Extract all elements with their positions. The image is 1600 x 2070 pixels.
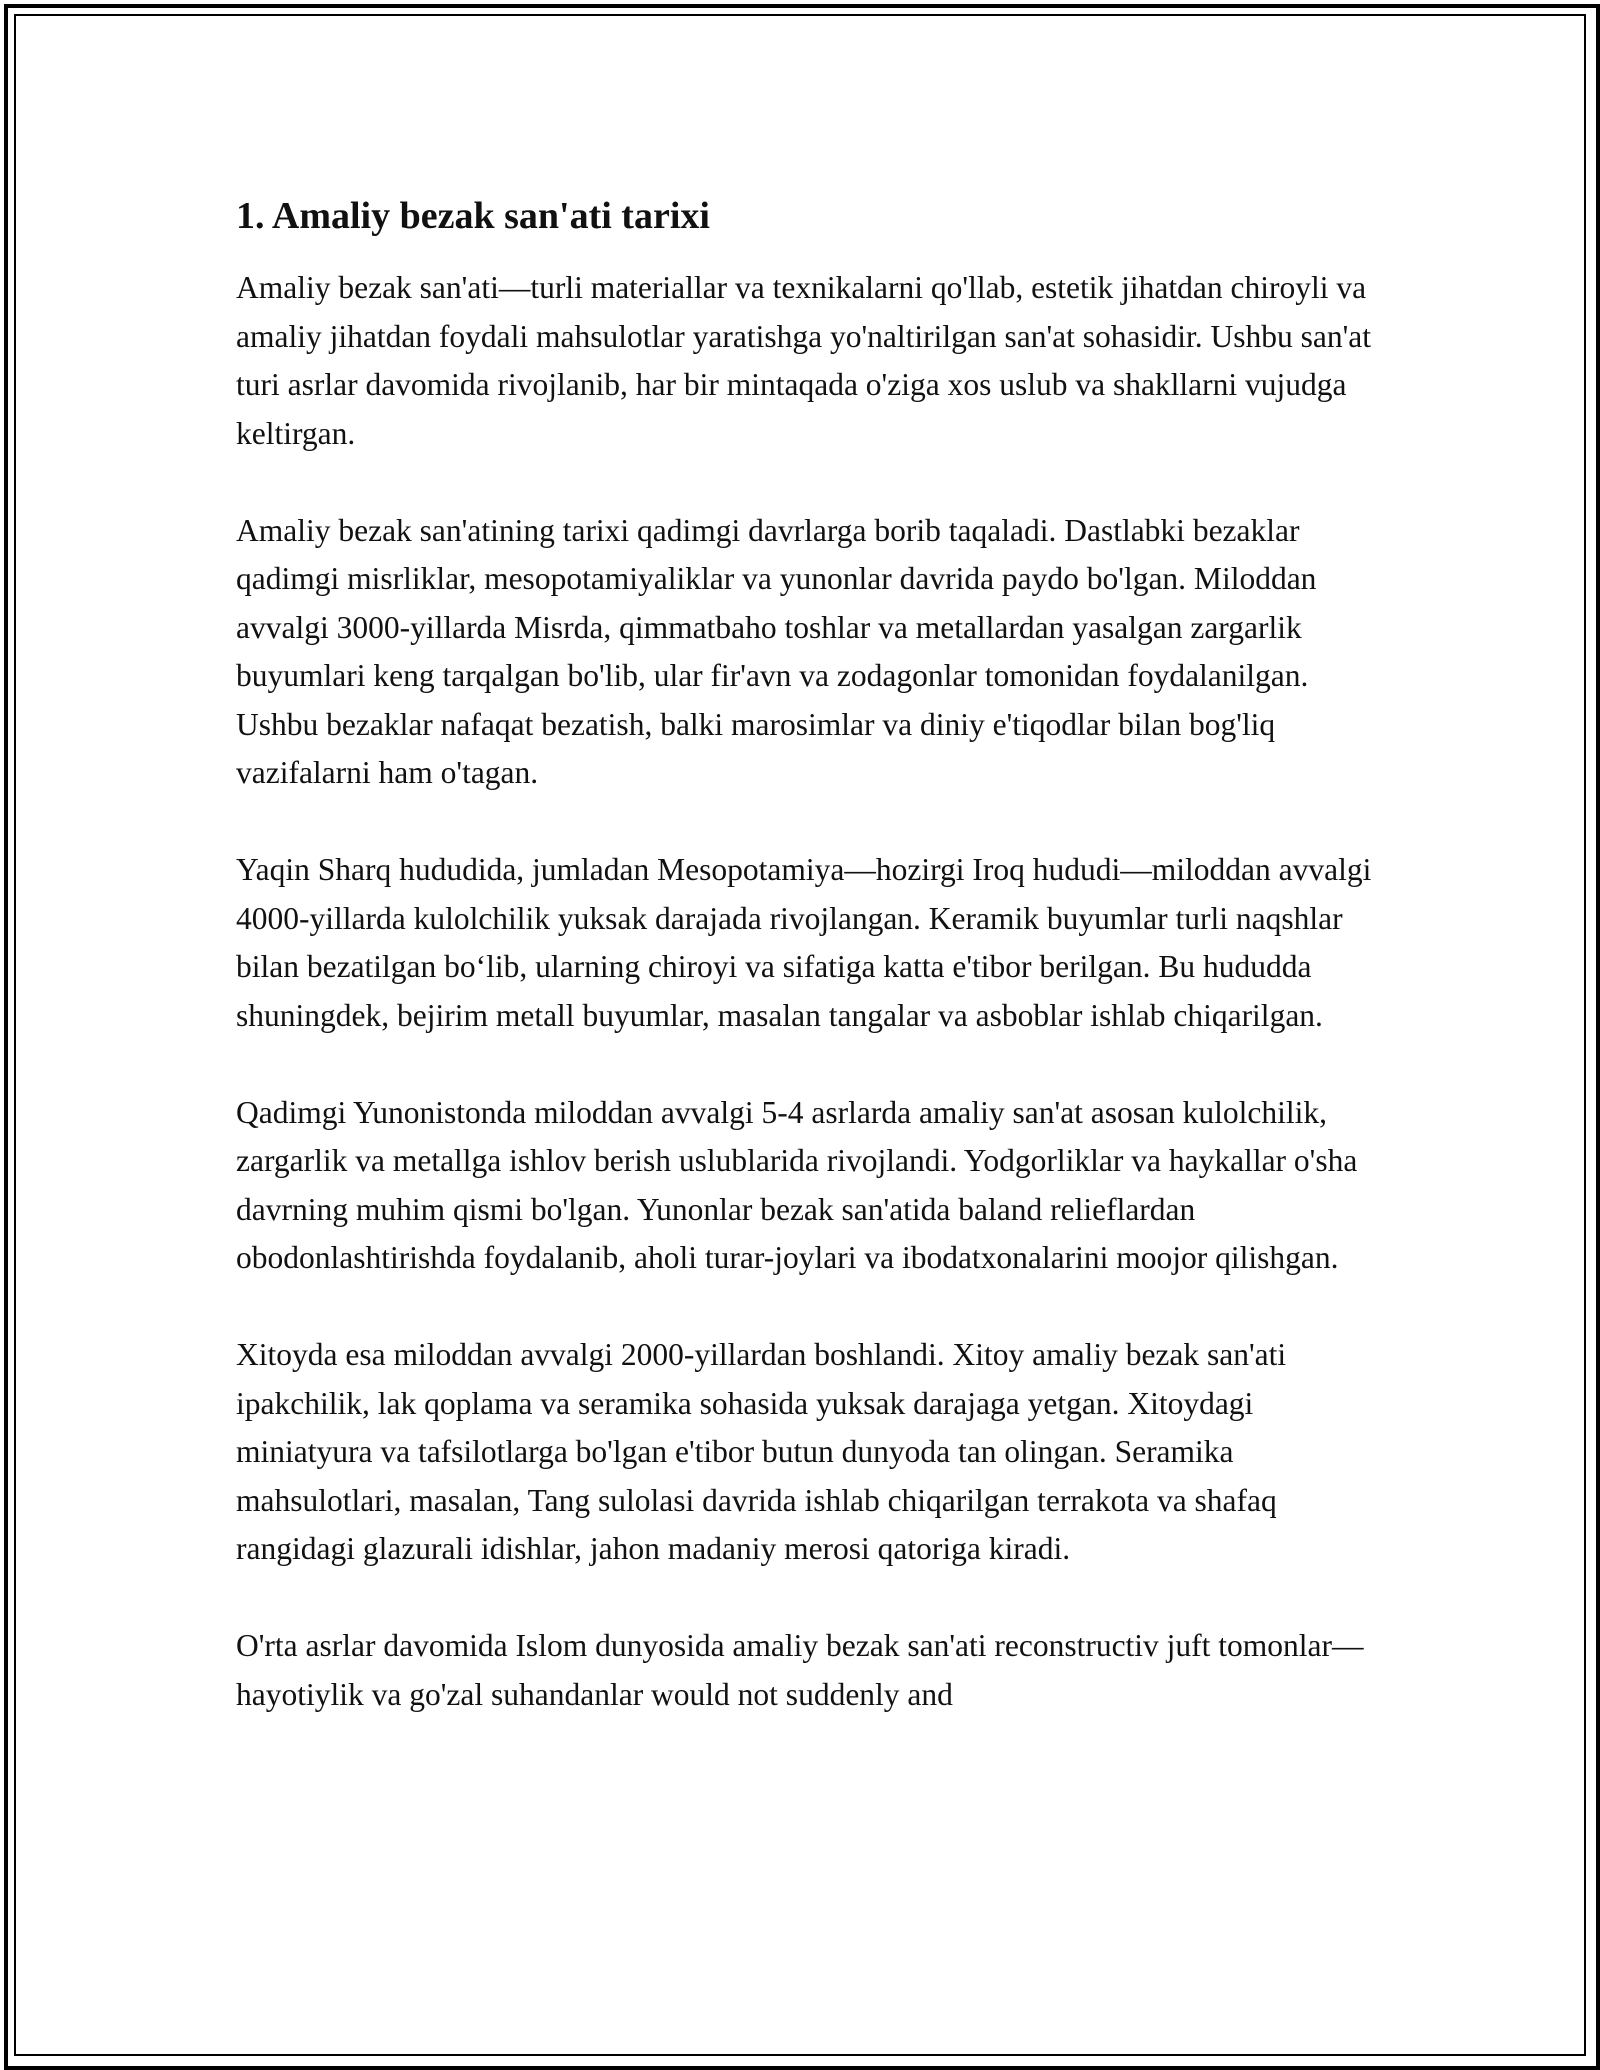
section-heading: 1. Amaliy bezak san'ati tarixi bbox=[236, 195, 710, 237]
paragraph-intro: Amaliy bezak san'ati—turli materiallar va texnikalarni qo'llab, estetik jihatdan chiroyli va amaliy jihatdan foydali mahsulotlar yaratishga yo'naltirilgan san'at sohasidir. Ushbu san'at turi asrlar davomida rivojlanib, har bir mintaqada o'ziga xos uslub va shakllarni vujudga keltirgan. bbox=[236, 270, 1372, 451]
paragraph-ancient-history: Amaliy bezak san'atining tarixi qadimgi davrlarga borib taqaladi. Dastlabki bezaklar qadimgi misrliklar, mesopotamiyaliklar va yunonlar davrida paydo bo'lgan. Miloddan avvalgi 3000-yillarda Misrda, qimmatbaho toshlar va metallardan yasalgan zargarlik buyumlari keng tarqalgan bo'lib, ular fir'avn va zodagonlar tomonidan foydalanilgan. Ushbu bezaklar nafaqat bezatish, balki marosimlar va diniy e'tiqodlar bilan bog'liq vazifalarni ham o'tagan. bbox=[236, 512, 1317, 790]
paragraph-mesopotamia: Yaqin Sharq hududida, jumladan Mesopotamiya—hozirgi Iroq hududi—miloddan avvalgi 4000-yillarda kulolchilik yuksak darajada rivojlangan. Keramik buyumlar turli naqshlar bilan bezatilgan bo‘lib, ularning chiroyi va sifatiga katta e'tibor berilgan. Bu hududda shuningdek, bejirim metall buyumlar, masalan tangalar va asboblar ishlab chiqarilgan. bbox=[236, 852, 1372, 1033]
paragraph-greece: Qadimgi Yunonistonda miloddan avvalgi 5-4 asrlarda amaliy san'at asosan kulolchilik, zargarlik va metallga ishlov berish uslublarida rivojlandi. Yodgorliklar va haykallar o'sha davrning muhim qismi bo'lgan. Yunonlar bezak san'atida baland relieflardan obodonlashtirishda foydalanib, aholi turar-joylari va ibodatxonalarini moojor qilishgan. bbox=[236, 1094, 1358, 1275]
document-body bbox=[236, 188, 1376, 1768]
paragraph-middle-ages: O'rta asrlar davomida Islom dunyosida amaliy bezak san'ati reconstructiv juft tomonlar—hayotiylik va go'zal suhandanlar would not suddenly and bbox=[236, 1628, 1364, 1712]
paragraph-china: Xitoyda esa miloddan avvalgi 2000-yillardan boshlandi. Xitoy amaliy bezak san'ati ipakchilik, lak qoplama va seramika sohasida yuksak darajaga yetgan. Xitoydagi miniatyura va tafsilotlarga bo'lgan e'tibor butun dunyoda tan olingan. Seramika mahsulotlari, masalan, Tang sulolasi davrida ishlab chiqarilgan terrakota va shafaq rangidagi glazurali idishlar, jahon madaniy merosi qatoriga kiradi. bbox=[236, 1337, 1287, 1566]
